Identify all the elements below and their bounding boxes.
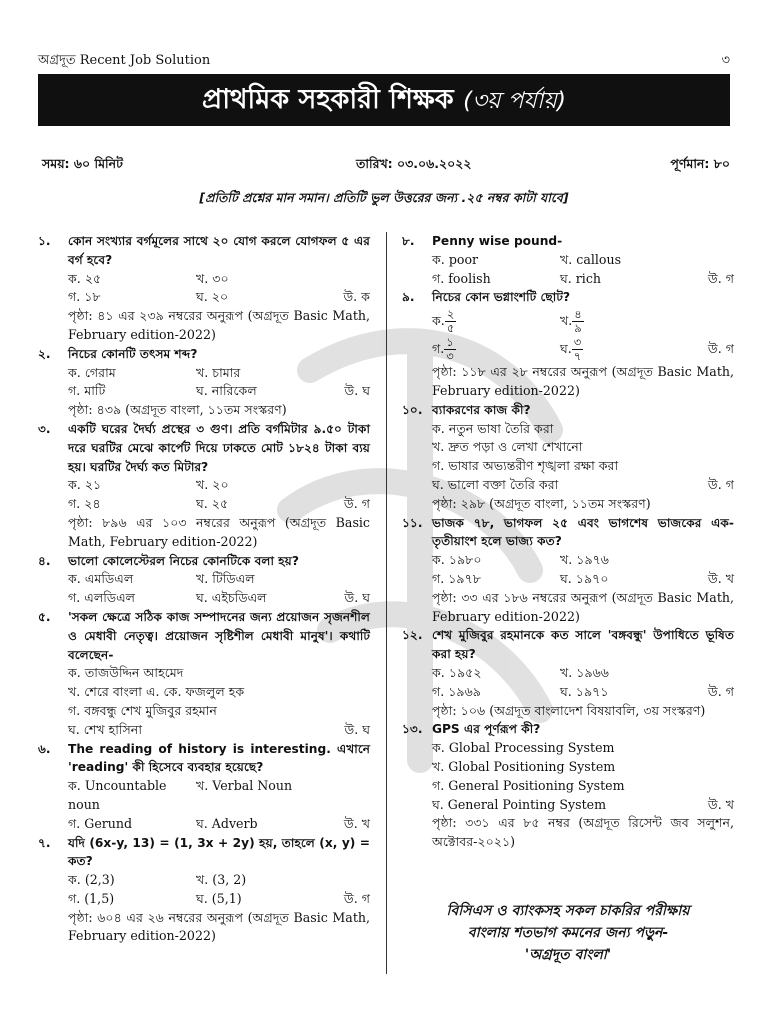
question-text: GPS এর পূর্ণরূপ কী? — [432, 722, 541, 737]
question-13 — [402, 720, 734, 852]
left-column — [38, 232, 370, 946]
fraction — [572, 308, 583, 335]
fraction-denominator: ৭ — [573, 348, 582, 363]
page-header — [38, 52, 730, 70]
question-text: 'সকল ক্ষেত্রে সঠিক কাজ সম্পাদনের জন্য প্রয়োজন সৃজনশীল ও মেধাবী নেতৃত্ব। প্রয়োজন সৃষ্টিশীল মেধাবী মানুষ'। কথাটি বলেছেন- — [68, 609, 370, 662]
question-7 — [38, 834, 370, 947]
option-d: ঘ. Adverb — [196, 815, 258, 831]
exam-date: তারিখ: ০৩.০৬.২০২২ — [356, 156, 472, 171]
question-text: ব্যাকরণের কাজ কী? — [432, 402, 531, 417]
fraction — [445, 308, 456, 335]
option-d: ঘ. ২৫ — [196, 496, 229, 512]
question-number: ৮. — [402, 234, 415, 248]
question-10 — [402, 401, 734, 514]
question-number: ৯. — [402, 290, 415, 305]
option-a: ক. ১৯৫২ — [432, 664, 482, 680]
option-d: ঘ. নারিকেল — [196, 383, 257, 399]
exam-marks: পূর্ণমান: ৮০ — [670, 156, 730, 171]
option-b: খ. ৩০ — [196, 270, 229, 286]
option-a: ক. ২১ — [68, 477, 102, 493]
source-reference: পৃষ্ঠা: ১০৬ (অগ্রদূত বাংলাদেশ বিষয়াবলি, ৩য় সংস্করণ) — [432, 702, 706, 718]
source-reference: পৃষ্ঠা: ১১৮ এর ২৮ নম্বরের অনুরূপ (অগ্রদূত Basic Math, February edition-2022) — [432, 364, 734, 398]
question-text: নিচের কোনটি তৎসম শব্দ? — [68, 346, 198, 361]
fraction-denominator: ৯ — [574, 320, 582, 335]
source-reference: পৃষ্ঠা: ২৯৮ (অগ্রদূত বাংলা, ১১তম সংস্করণ) — [432, 495, 651, 511]
question-5 — [38, 608, 370, 740]
question-1 — [38, 232, 370, 345]
option-c: গ. General Positioning System — [432, 777, 625, 793]
answer: উ. খ — [707, 570, 734, 586]
answer: উ. ক — [343, 289, 370, 305]
option-d: ঘ. (5,1) — [196, 890, 242, 906]
promo-line-1: বিসিএস ও ব্যাংকসহ সকল চাকরির পরীক্ষায় — [446, 903, 690, 919]
question-text: The reading of history is interesting. এখানে 'reading' কী হিসেবে ব্যবহার হয়েছে? — [68, 741, 370, 775]
option-c: গ. (1,5) — [68, 890, 115, 906]
question-text: কোন সংখ্যার বর্গমূলের সাথে ২০ যোগ করলে যোগফল ৫ এর বর্গ হবে? — [68, 234, 370, 267]
question-number: ৬. — [38, 741, 51, 756]
question-2 — [38, 345, 370, 420]
question-text: নিচের কোন ভগ্নাংশটি ছোট? — [432, 290, 571, 305]
question-number: ৩. — [38, 421, 51, 436]
question-number: ৪. — [38, 553, 51, 568]
question-number: ৭. — [38, 835, 51, 850]
option-a: ক. ১৯৮০ — [432, 552, 482, 568]
title-banner — [38, 74, 730, 126]
answer: উ. গ — [343, 890, 370, 906]
option-d: ঘ. ভালো বক্তা তৈরি করা — [432, 476, 559, 492]
option-b: খ. ১৯৭৬ — [560, 552, 609, 568]
source-reference: পৃষ্ঠা: ৩৩ এর ১৮৬ নম্বরের অনুরূপ (অগ্রদূত Basic Math, February edition-2022) — [432, 589, 734, 624]
question-9 — [402, 288, 734, 400]
column-divider — [386, 232, 387, 974]
option-b: খ. টিডিএল — [196, 571, 255, 587]
option-c: গ. ১৮ — [68, 289, 101, 305]
answer: উ. গ — [707, 683, 734, 699]
question-text: Penny wise pound- — [432, 234, 563, 248]
page-number: ৩ — [721, 53, 730, 68]
question-4 — [38, 552, 370, 608]
fraction-numerator: ১ — [446, 334, 454, 349]
option-d: ঘ. ১৯৭০ — [560, 570, 609, 586]
question-text: ভাজক ৭৮, ভাগফল ২৫ এবং ভাগশেষ ভাজকের এক-তৃতীয়াংশ হলে ভাজ্য কত? — [432, 515, 734, 549]
promo-line-2: বাংলায় শতভাগ কমনের জন্য পড়ুন- — [467, 925, 669, 941]
question-text: শেখ মুজিবুর রহমানকে কত সালে 'বঙ্গবন্ধু' উপাধিতে ভূষিত করা হয়? — [432, 628, 734, 662]
option-a: ক. এমডিএল — [68, 571, 134, 587]
fraction — [444, 336, 455, 363]
exam-meta — [42, 154, 730, 174]
promo-line-3: 'অগ্রদূত বাংলা' — [524, 947, 612, 963]
option-a: ক. নতুন ভাষা তৈরি করা — [432, 420, 554, 436]
banner-title: প্রাথমিক সহকারী শিক্ষক — [202, 84, 454, 115]
question-number: ২. — [38, 346, 51, 361]
option-d: ঘ. General Pointing System — [432, 796, 607, 812]
option-b: খ. চামার — [196, 364, 241, 380]
source-reference: পৃষ্ঠা: ৪৩৯ (অগ্রদূত বাংলা, ১১তম সংস্করণ) — [68, 402, 287, 418]
exam-time: সময়: ৬০ মিনিট — [42, 156, 123, 171]
question-text: ভালো কোলেস্টেরল নিচের কোনটিকে বলা হয়? — [68, 553, 299, 568]
option-c — [432, 336, 560, 363]
option-c: গ. ১৯৬৯ — [432, 683, 481, 699]
question-text: যদি (6x-y, 13) = (1, 3x + 2y) হয়, তাহলে (x, y) = কত? — [68, 835, 370, 869]
fraction-denominator: ৩ — [446, 348, 454, 363]
source-reference: পৃষ্ঠা: ৪১ এর ২৩৯ নম্বরের অনুরূপ (অগ্রদূত Basic Math, February edition-2022) — [68, 308, 370, 342]
option-label: গ. — [432, 340, 445, 356]
option-c: গ. বঙ্গবন্ধু শেখ মুজিবুর রহমান — [68, 702, 217, 718]
option-a: ক. (2,3) — [68, 872, 115, 888]
question-number: ৫. — [38, 609, 51, 624]
option-d: ঘ. শেখ হাসিনা — [68, 721, 142, 737]
answer: উ. গ — [707, 270, 734, 286]
option-b: খ. দ্রুত পড়া ও লেখা শেখানো — [432, 439, 583, 455]
source-reference: পৃষ্ঠা: ৩৩১ এর ৮৫ নম্বর (অগ্রদূত রিসেন্ট জব সলুশন, অক্টোবর-২০২১) — [432, 815, 734, 850]
question-number: ১৩. — [402, 722, 423, 737]
option-a: ক. Uncountable noun — [68, 778, 167, 812]
question-number: ১২. — [402, 628, 423, 643]
option-d: ঘ. ১৯৭১ — [560, 683, 609, 699]
fraction-numerator: ৪ — [574, 306, 582, 321]
answer: উ. খ — [343, 815, 370, 831]
option-c: গ. মাটি — [68, 383, 106, 399]
option-a: ক. গেরাম — [68, 364, 116, 380]
option-b: খ. Global Positioning System — [432, 758, 616, 774]
banner-subtitle: (৩য় পর্যায়) — [463, 88, 566, 114]
answer: উ. ঘ — [344, 590, 370, 606]
question-6 — [38, 740, 370, 834]
header-title: অগ্রদূত Recent Job Solution — [38, 53, 211, 68]
option-d: ঘ. এইচডিএল — [196, 590, 267, 606]
question-text: একটি ঘরের দৈর্ঘ্য প্রস্থের ৩ গুণ। প্রতি বর্গমিটার ৯.৫০ টাকা দরে ঘরটির মেঝে কার্পেট দিয়ে ঢাকতে মোট ১৮২৪ টাকা ব্যয় হয়। ঘরটির দৈর্ঘ্য কত মিটার? — [68, 421, 370, 474]
fraction-numerator: ৩ — [573, 334, 582, 349]
question-12 — [402, 626, 734, 720]
option-a: ক. Global Processing System — [432, 740, 615, 756]
fraction-numerator: ২ — [446, 306, 455, 321]
question-3 — [38, 420, 370, 552]
answer: উ. খ — [707, 796, 734, 812]
fraction — [572, 336, 583, 363]
question-number: ১০. — [402, 402, 423, 417]
answer: উ. ঘ — [344, 721, 370, 737]
option-b: খ. ১৯৬৬ — [560, 664, 609, 680]
instruction-note: [প্রতিটি প্রশ্নের মান সমান। প্রতিটি ভুল উত্তরের জন্য .২৫ নম্বর কাটা যাবে] — [199, 190, 569, 205]
option-c: গ. foolish — [432, 270, 491, 286]
option-c: গ. ২৪ — [68, 496, 101, 512]
option-b: খ. শেরে বাংলা এ. কে. ফজলুল হক — [68, 684, 245, 700]
question-8 — [402, 232, 734, 288]
source-reference: পৃষ্ঠা: ৬০৪ এর ২৬ নম্বরের অনুরূপ (অগ্রদূত Basic Math, February edition-2022) — [68, 909, 370, 944]
answer: উ. গ — [343, 496, 370, 512]
question-number: ১. — [38, 234, 51, 248]
answer: উ. ঘ — [344, 383, 370, 399]
option-a: ক. তাজউদ্দিন আহমেদ — [68, 665, 184, 681]
option-b — [560, 308, 734, 335]
option-d: ঘ. ২০ — [196, 289, 229, 305]
option-d: ঘ. rich — [560, 270, 601, 286]
question-11 — [402, 514, 734, 627]
option-b: খ. callous — [560, 251, 622, 267]
option-c: গ. ভাষার অভ্যন্তরীণ শৃঙ্খলা রক্ষা করা — [432, 458, 619, 474]
option-a: ক. poor — [432, 251, 479, 267]
option-b: খ. Verbal Noun — [196, 778, 293, 794]
option-c: গ. ১৯৭৮ — [432, 570, 481, 586]
promo-footer — [402, 900, 734, 966]
answer: উ. গ — [707, 341, 734, 357]
option-a — [432, 308, 560, 335]
option-b: খ. (3, 2) — [196, 872, 247, 888]
answer: উ. গ — [707, 476, 734, 492]
option-a: ক. ২৫ — [68, 270, 102, 286]
option-label: ক. — [432, 312, 445, 328]
option-c: গ. Gerund — [68, 815, 133, 831]
option-b: খ. ২০ — [196, 477, 229, 493]
option-label: ঘ. — [560, 340, 572, 356]
question-number: ১১. — [402, 515, 423, 530]
option-c: গ. এলডিএল — [68, 590, 136, 606]
fraction-denominator: ৫ — [446, 320, 455, 335]
option-label: খ. — [560, 312, 573, 328]
right-column — [402, 232, 734, 852]
source-reference: পৃষ্ঠা: ৮৯৬ এর ১০৩ নম্বরের অনুরূপ (অগ্রদূত Basic Math, February edition-2022) — [68, 514, 370, 549]
